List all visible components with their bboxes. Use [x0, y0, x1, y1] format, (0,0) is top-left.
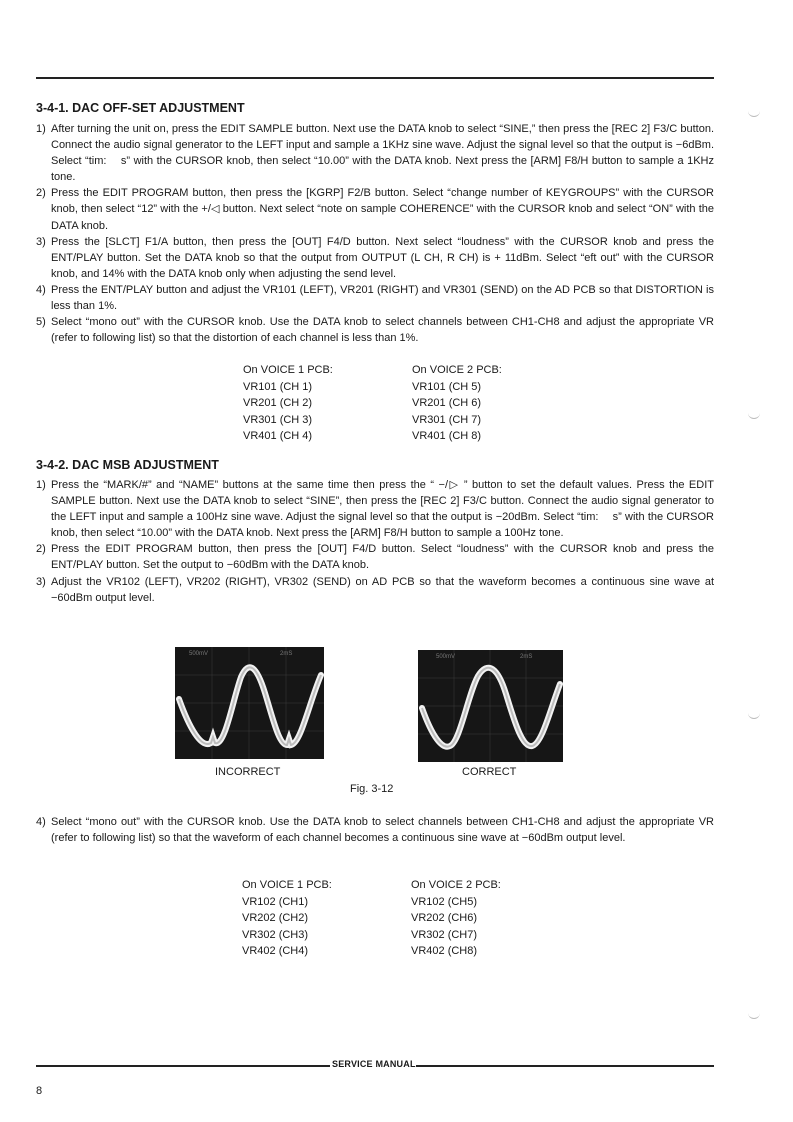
step-1: 1) After turning the unit on, press the EDIT SAMPLE button. Next use the DATA knob to select “SINE,” then press the [REC 2] F3/C button. Connect the audio signal generator to the LEFT input and sample a 1KHz sine wave. Adjust the signal level so that the output is −6dBm. Select “tim: s” with the CURSOR knob, then select “10.00” with the DATA knob. Next press the [ARM] F8/H button to sample a 1KHz tone. — [36, 123, 714, 184]
caption-incorrect: INCORRECT — [215, 766, 281, 778]
step-4: 4) Select “mono out” with the CURSOR knob. Use the DATA knob to select channels between CH1-CH8 and adjust the appropriate VR (refer to following list) so that the waveform of each channel becomes a continuous sine wave at −60dBm output level. — [36, 816, 714, 845]
voice1-list: On VOICE 1 PCB: VR102 (CH1) VR202 (CH2) VR302 (CH3) VR402 (CH4) — [242, 879, 332, 958]
section2-step4 — [36, 814, 714, 846]
oscilloscope-incorrect-image: 500mV 2mS — [175, 647, 324, 759]
section1-steps — [36, 121, 714, 346]
step-5: 5) Select “mono out” with the CURSOR knob. Use the DATA knob to select channels between CH1-CH8 and adjust the appropriate VR (refer to following list) so that the distortion of each channel is less than 1%. — [36, 316, 714, 345]
figure-label: Fig. 3-12 — [350, 783, 394, 795]
section-heading-dac-offset: 3-4-1. DAC OFF-SET ADJUSTMENT — [36, 101, 245, 115]
margin-mark — [748, 412, 760, 419]
top-rule — [36, 77, 714, 79]
step-4: 4) Press the ENT/PLAY button and adjust the VR101 (LEFT), VR201 (RIGHT) and VR301 (SEND) on the AD PCB so that DISTORTION is less than 1%. — [36, 283, 714, 313]
section-heading-dac-msb: 3-4-2. DAC MSB ADJUSTMENT — [36, 458, 219, 472]
margin-mark — [748, 1012, 760, 1019]
step-3: 3) Press the [SLCT] F1/A button, then press the [OUT] F4/D button. Next select “loudness” with the CURSOR knob and press the ENT/PLAY button. Set the DATA knob so that the output from OUTPUT (L CH, R CH) is + 11dBm. Select “eft out” with the CURSOR knob, and 14% with the DATA knob only when adjusting the send level. — [36, 235, 714, 280]
step-3: 3) Adjust the VR102 (LEFT), VR202 (RIGHT), VR302 (SEND) on AD PCB so that the waveform becomes a continuous sine wave at −60dBm output level. — [36, 575, 714, 604]
step-1: 1) Press the “MARK/#” and “NAME” buttons at the same time then press the “ −/▷ ” button to set the default values. Press the EDIT SAMPLE button. Next use the DATA knob to select “SINE”, then press the [REC 2] F3/C button. Connect the audio signal generator to the LEFT input and sample a 100Hz sine wave. Adjust the signal level so that the output is −20dBm. Select “tim: s” with the CURSOR knob, then select “10.00” with the DATA knob. Next press the [ARM] F8/H button to sample a 100Hz tone. — [36, 479, 714, 540]
oscilloscope-correct-image: 500mV 2mS — [418, 650, 563, 762]
margin-mark — [748, 712, 760, 719]
margin-mark — [748, 110, 760, 117]
voice1-list: On VOICE 1 PCB: VR101 (CH 1) VR201 (CH 2) VR301 (CH 3) VR401 (CH 4) — [243, 364, 333, 443]
caption-correct: CORRECT — [462, 766, 517, 778]
step-2: 2) Press the EDIT PROGRAM button, then press the [OUT] F4/D button. Select “loudness” with the CURSOR knob and press the ENT/PLAY button. Set the output to −60dBm with the DATA knob. — [36, 543, 714, 572]
step-2: 2) Press the EDIT PROGRAM button, then press the [KGRP] F2/B button. Select “change number of KEYGROUPS” with the CURSOR knob, then select “12” with the +/◁ button. Next select “note on sample COHERENCE” with the CURSOR knob and select “ON” with the DATA knob. — [36, 187, 714, 232]
footer-rule-left — [36, 1065, 330, 1067]
footer-label: SERVICE MANUAL — [332, 1059, 416, 1069]
voice2-list: On VOICE 2 PCB: VR101 (CH 5) VR201 (CH 6) VR301 (CH 7) VR401 (CH 8) — [412, 364, 502, 443]
page-number: 8 — [36, 1085, 43, 1097]
section2-steps — [36, 477, 714, 606]
voice2-list: On VOICE 2 PCB: VR102 (CH5) VR202 (CH6) VR302 (CH7) VR402 (CH8) — [411, 879, 501, 958]
footer-rule-right — [416, 1065, 714, 1067]
